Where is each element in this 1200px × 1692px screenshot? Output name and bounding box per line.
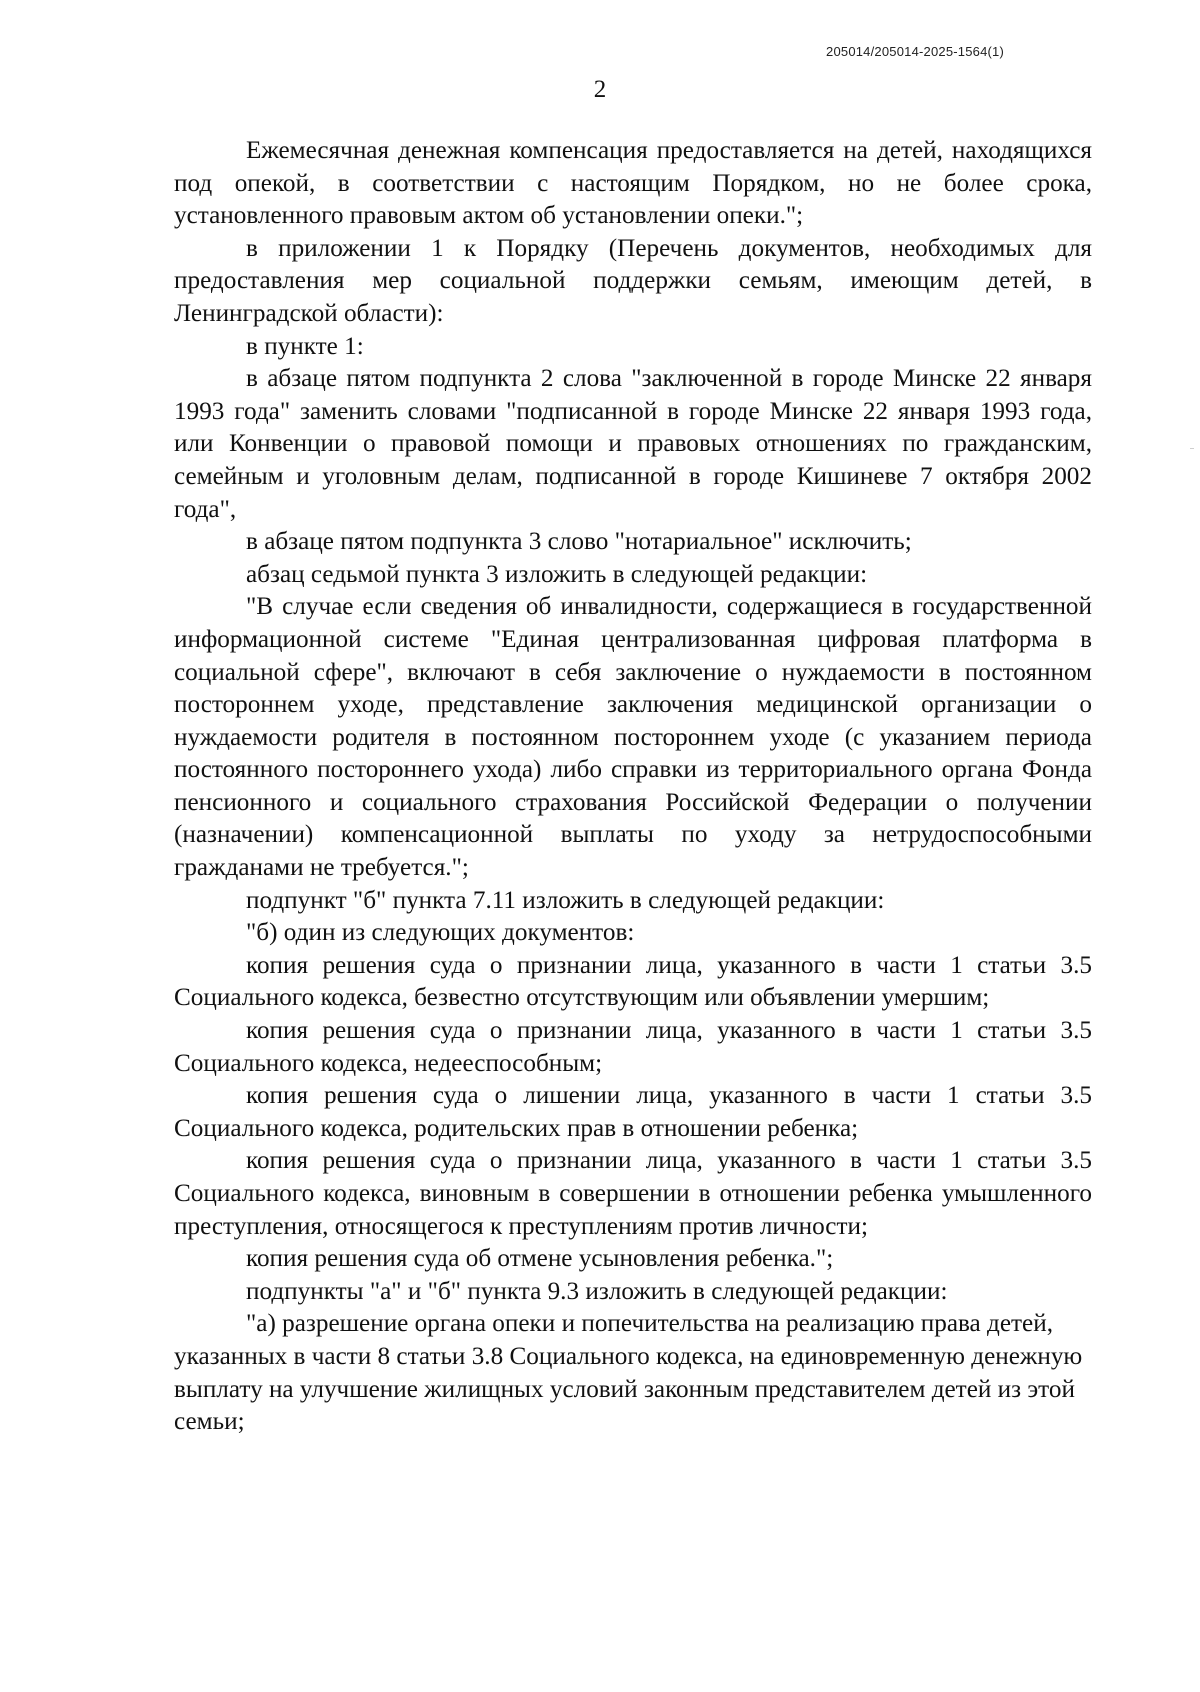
paragraph-subpoint-b-7-11-intro: подпункт "б" пункта 7.11 изложить в следующей редакции: [246, 886, 885, 914]
paragraph-point-1: в пункте 1: [246, 332, 364, 360]
paragraph-compensation-term: Ежемесячная денежная компенсация предоставляется на детей, находящихся под опекой, в соответствии с настоящим Порядком, но не более срока, установленного правовым актом об установлении опеки."; [174, 137, 1092, 230]
paragraph-subpoints-9-3-intro: подпункты "а" и "б" пункта 9.3 изложить в следующей редакции: [246, 1277, 948, 1305]
list-item-adoption-cancel: копия решения суда об отмене усыновления ребенка."; [246, 1245, 834, 1273]
paragraph-subpoint-a-guardianship: "а) разрешение органа опеки и попечительства на реализацию права детей, указанных в части 8 статьи 3.8 Социального кодекса, на единовременную денежную выплату на улучшение жилищных условий законным представителем детей из этой семьи; [174, 1310, 1083, 1436]
page-number: 2 [593, 76, 607, 103]
paragraph-appendix-intro: в приложении 1 к Порядку (Перечень документов, необходимых для предоставления мер социальной поддержки семьям, имеющим детей, в Ленинградской области): [174, 234, 1092, 327]
scan-artifact [1190, 448, 1194, 449]
paragraph-disability-info: "В случае если сведения об инвалидности, содержащиеся в государственной информационной системе "Единая централизованная цифровая платформа в социальной сфере", включают в себя заключение о нуждаемости в постоянном постороннем уходе, представление заключения медицинской организации о нуждаемости родителя в постоянном постороннем уходе (с указанием периода постоянного постороннего ухода) либо справки из территориального органа Фонда пенсионного и социального страхования Российской Федерации о получении (назначении) компенсационной выплаты по уходу за нетрудоспособными гражданами не требуется."; [174, 593, 1092, 882]
paragraph-subpoint-2-amendment: в абзаце пятом подпункта 2 слова "заключенной в городе Минске 22 января 1993 года" заменить словами "подписанной в городе Минске 22 января 1993 года, или Конвенции о правовой помощи и правовых отношениях по гражданским, семейным и уголовным делам, подписанной в городе Кишиневе 7 октября 2002 года", [174, 365, 1092, 523]
document-registration-number: 205014/205014-2025-1564(1) [826, 44, 1004, 59]
list-item-missing-or-dead: копия решения суда о признании лица, указанного в части 1 статьи 3.5 Социального кодекса, безвестно отсутствующим или объявлении умершим; [174, 951, 1092, 1012]
document-body [174, 135, 1092, 1439]
list-item-crime-against-child: копия решения суда о признании лица, указанного в части 1 статьи 3.5 Социального кодекса, виновным в совершении в отношении ребенка умышленного преступления, относящегося к преступлениям против личности; [174, 1147, 1092, 1240]
list-item-parental-rights: копия решения суда о лишении лица, указанного в части 1 статьи 3.5 Социального кодекса, родительских прав в отношении ребенка; [174, 1082, 1092, 1142]
paragraph-subpoint-3-amendment: в абзаце пятом подпункта 3 слово "нотариальное" исключить; [246, 528, 912, 556]
paragraph-documents-list-intro: "б) один из следующих документов: [246, 919, 635, 947]
paragraph-point-3-intro: абзац седьмой пункта 3 изложить в следующей редакции: [246, 560, 868, 588]
list-item-incapacitated: копия решения суда о признании лица, указанного в части 1 статьи 3.5 Социального кодекса, недееспособным; [174, 1017, 1092, 1077]
